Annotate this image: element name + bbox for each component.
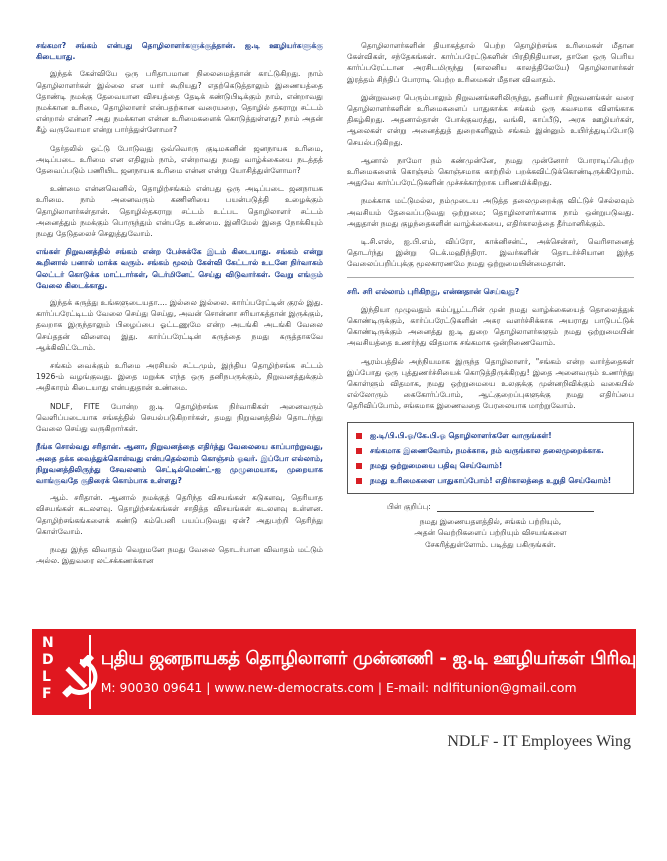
banner-body <box>91 629 636 715</box>
red-square-bullet-icon <box>356 463 362 469</box>
red-square-bullet-icon <box>356 478 362 484</box>
organization-banner <box>32 629 636 715</box>
closing-line: சேகரித்துள்ளோம். படித்து பகிருங்கள். <box>425 539 556 549</box>
paragraph: NDLF, FITE போன்ற ஐ.டி தொழிற்சங்க நிர்வாகிகள் அனைவரும் வெளிப்படையாக சங்கத்தில் செயல்படுகிறார்கள், தமது நிறுவனத்தில் தொடர்ந்து வேலை செய்து வருகிறார்கள். <box>36 401 323 434</box>
footer-wing-label: NDLF - IT Employees Wing <box>447 733 631 750</box>
paragraph: நமது இந்த விவாதம் வெறுமனே நமது வேலை தொடர்பான விவாதம் மட்டும் அல்ல. இதுவரை லட்சக்கணக்கான <box>36 544 323 566</box>
hammer-sickle-icon <box>60 655 102 699</box>
section-divider <box>347 277 634 278</box>
paragraph: நமக்காக மட்டுமல்ல, நம்முடைய அடுத்த தலைமுறைக்கு விட்டுச் செல்லவும் அவசியம் தேவைப்படுவது ஒற்றுமை; தொழிலாளர்களாக நாம் ஒன்றுபடுவது. அதுதான் நமது குழந்தைகளின் வாழ்க்கையை, எதிர்காலத்தை தீர்மானிக்கும். <box>347 196 634 228</box>
question-heading: நீங்க சொல்வது சரிதான். ஆனா, நிறுவனத்தை எதிர்த்து வேலையை காப்பாற்றுவது, அதை தக்க வைத்துக்கொள்வது என்பதெல்லாம் கொஞ்சம் ஓவர். இப்போ எல்லாம், நிறுவனத்திலிருந்து சேவலனம் செட்டில்மெண்ட்-ஐ முழுமையாக, முறையாக வாங்குவதே குதிரைக் கொம்பாக உள்ளது? <box>36 442 323 485</box>
logo-letter: D <box>42 652 54 668</box>
ndlf-logo <box>32 629 89 715</box>
closing-note <box>347 516 634 551</box>
paragraph: இந்தக் கருத்து உங்களுடையதா.... இல்லை இல்லை. கார்ப்பரேட்டின் குரல் இது. கார்ப்பரேட்டிடம் வேலை செய்து செய்து, அவன் சொன்னா சரியாகத்தான் இருக்கும், தவறாக இருந்தாலும் பிழைப்பை ஓட்டணுமே என்ற அடங்கி அடங்கி வேலை செய்ததன் விளைவு இது. கார்ப்பரேட்டின் கருத்தை நமது கருத்தாகவே ஆக்கிவிட்டோம். <box>36 298 323 352</box>
slogan-box <box>347 422 634 494</box>
article-body <box>36 40 634 625</box>
logo-letter: F <box>42 686 52 702</box>
logo-letter: N <box>42 635 54 651</box>
right-column <box>347 40 634 625</box>
paragraph: சங்கம் வைக்கும் உரிமை அரசியல் சட்டமும், இந்திய தொழிற்சங்க சட்டம் 1926-ம் வழங்குவது. இதை மறுக்க எந்த ஒரு தனிநபருக்கும், நிறுவனத்துக்கும் அதிகாரம் கிடையாது என்பதுதான் உண்மை. <box>36 361 323 393</box>
paragraph: இந்தக் கேள்வியே ஒரு பரிதாபமான நிலைமைத்தான் காட்டுகிறது. நாம் தொழிலாளர்கள் இல்லை என யார் கூறியது? எதற்கெடுத்தாலும் இணையத்தை தோண்டி நமக்கு தேவையான விசயத்தை தேடிக் கண்டுபிடிக்கும் நாம், என்றாவது நமக்கான உரிமை, தொழிலாளர் என்பதற்கான வரையறை, தொழில் தகராறு சட்டம் என்றால் என்ன? அது நமக்கான என்ன உரிமைகளைக் கொடுத்துள்ளது? நாம் அதன் கீழ் வருவோமா என்று பார்த்துள்ளோமா? <box>36 69 323 135</box>
paragraph: இன்றுவரை பெரும்பாலும் நிறுவனங்களிலிருந்து, தனியார் நிறுவனங்கள் வரை தொழிலாளர்களின் உரிமைகளைப் பாதுகாக்க சங்கம் ஒரு கவசமாக விளங்காக திகழ்கிறது. அதனால்தான் போக்குவரத்து, வங்கி, காப்பீடு, அரசு ஊழியர்கள், ஆலைகள் என்று அனைத்துத் துறைகளிலும் சங்கம் இன்னும் உயிர்த்துடிப்போடு செயல்படுகிறது. <box>347 92 634 147</box>
closing-line: நமது இணையதளத்தில், சங்கம் பற்றியும், <box>419 516 562 526</box>
paragraph: ஆரம்பத்தில் அந்நியமாக இருந்த தொழிலாளர், "சங்கம் என்ற வார்த்தைகள் இப்போது ஒரு புத்துணர்ச்சியைக் கொடுத்திருக்கிறது! இதை அனைவரும் உணர்ந்து கொள்ளும் விதமாக, நமது ஒற்றுமையை உலகுக்கு முன்னறிவிக்கும் வகையில் எல்லோரும் கைகோர்ப்போம், ஆட்குறைப்புகளுக்கு நமது எதிர்ப்பை தெரிவிப்போம், சங்கமாக இணைவதை பேரலையாக மாற்றுவோம். <box>347 356 634 411</box>
red-square-bullet-icon <box>356 433 362 439</box>
paragraph: தொழிலாளர்களின் தியாகத்தால் பெற்ற தொழிற்சங்க உரிமைகள் மீதான கேள்விகள், சந்தேகங்கள். கார்ப்பரேட்டுகளின் பிரதிநிதியான, தானே ஒரு பெரிய கார்ப்பரேட்டான அரசிடமிருந்து (காலனிய காலத்திலேயே) தொழிலாளர்கள் இரத்தம் சிந்திப் போராடி பெற்ற உரிமைகள் மீதான விவாதம். <box>347 41 634 84</box>
paragraph: ஆம். சரிதான். ஆனால் நமக்குத் தெரிந்த விசயங்கள் கடுகளவு, தெரியாத விசயங்கள் கடலளவு. தொழிற்சங்கங்கள் சாதித்த விசயங்கள் கடலளவு உள்ளன. தொழிற்சங்கங்களைக் கண்டு கம்பெனி பயப்படுவது ஏன்? அதுபற்றி தெரிந்து கொள்வோம். <box>36 493 323 536</box>
postscript-line <box>387 502 634 512</box>
organization-name: புதிய ஜனநாயகத் தொழிலாளர் முன்னணி - ஐ.டி ஊழியர்கள் பிரிவு <box>100 648 636 669</box>
red-square-bullet-icon <box>356 448 362 454</box>
postscript-label: பின் குறிப்பு: <box>387 501 431 511</box>
paragraph: இந்தியா முழுவதும் கம்ப்யூட்டரின் முன் நமது வாழ்க்கையைத் தொலைத்துக் கொண்டிருக்கும், கார்ப்பரேட்டுகளின் அசுர வளர்ச்சிக்காக அயராது பாடுபட்டுக் கொண்டிருக்கும் அனைத்து ஐ.டி துறை தொழிலாளர்களும் நமது ஒற்றுமையின் அவசியத்தை உணர்ந்து விதமாக சங்கமாக ஒன்றிணைவோம். <box>347 304 634 348</box>
closing-line: அதன் வெற்றிகளைப் பற்றியும் விசயங்களை <box>414 528 567 538</box>
slogan-item: நமது ஒற்றுமையை பதிவு செய்வோம்! <box>354 460 627 472</box>
postscript-rule <box>437 503 594 512</box>
slogan-item: நமது உரிமைகளை பாதுகாப்போம்! எதிர்காலத்தை உறுதி செய்வோம்! <box>354 475 627 487</box>
paragraph: தேர்தலில் ஓட்டு போடுவது ஒவ்வொரு குடிமகனின் ஜனநாயக உரிமை, அடிப்படை உரிமை என எதிலும் நாம், என்றாவது நமது வாழ்க்கையை நடத்தத் தேவைப்படும் பணியிட ஜனநாயக உரிமை என்ன என்று யோசித்துள்ளோமா? <box>36 143 323 176</box>
contact-line: M: 90030 09641 | www.new-democrats.com | E-mail: ndlfitunion@gmail.com <box>100 680 577 695</box>
logo-letter: L <box>42 669 51 685</box>
question-heading: எங்கள் நிறுவனத்தில் சங்கம் என்ற பேச்சுக்கே இடம் கிடையாது. சங்கம் என்று கூறினால் பனால் மாக்க வரும். சங்கம் மூலம் கேள்வி கேட்டால் உடனே நிர்வாகம் லெட்டர் கொடுக்க மாட்டார்கள், டெர்மினேட் செய்து விடுவார்கள். வேறு எங்கும் வேலை கிடைக்காது. <box>36 247 323 290</box>
paragraph: உண்மை என்னவெனில், தொழிற்சங்கம் என்பது ஒரு அடிப்படை ஜனநாயக உரிமை. நாம் அனைவரும் கணினியை பயன்படுத்தி உழைக்கும் தொழிலாளர்கள்தான். தொழில்தகராறு சட்டம் உட்பட தொழிலாளர் சட்டம் அனைத்தும் நமக்கும் பொருந்தும் என்பதே உண்மை. இனிமேல் இதை நோக்கியும் நமது தேடுதலைச் செலுத்துவோம். <box>36 184 323 239</box>
question-heading: சரி. சரி எல்லாம் புரிகிறது, என்னதான் செய்வது? <box>347 286 520 296</box>
left-column <box>36 40 323 625</box>
paragraph: டி.சி.எஸ், ஐ.பி.எம், விப்ரோ, காக்னிசன்ட், அக்சென்சர், வெரிசானைத் தொடர்ந்து இன்று டெக்.மஹிந்திரா. இவர்களின் தொடர்ச்சியான இந்த வேலைப்பறிப்புக்கு மூலகாரணமே நமது ஒற்றுமையின்மைதான். <box>347 237 634 269</box>
slogan-item: சங்கமாக இணைவோம், நமக்காக, நம் வருங்கால தலைமுறைக்காக. <box>354 445 627 457</box>
paragraph: ஆனால் நாமோ நம் கண்முன்னே, நமது முன்னோர் போராடிப்பெற்ற உரிமைகளைக் கொஞ்சம் கொஞ்சமாக காற்றில் பறக்கவிட்டுக்கொண்டிருக்கிறோம். அதுவே கார்ப்பரேட்டுகளின் முச்சக்காற்றாக பரிணமிக்கிறது. <box>347 155 634 188</box>
question-heading: சங்கமா? சங்கம் என்பது தொழிலாளர்களுக்குத்தான். ஐ.டி ஊழியர்களுக்கு கிடையாது. <box>36 41 323 62</box>
slogan-item: ஐ.டி/பி.பி.ஓ/கே.பி.ஓ தொழிலாளர்களே வாருங்கள்! <box>354 430 627 442</box>
